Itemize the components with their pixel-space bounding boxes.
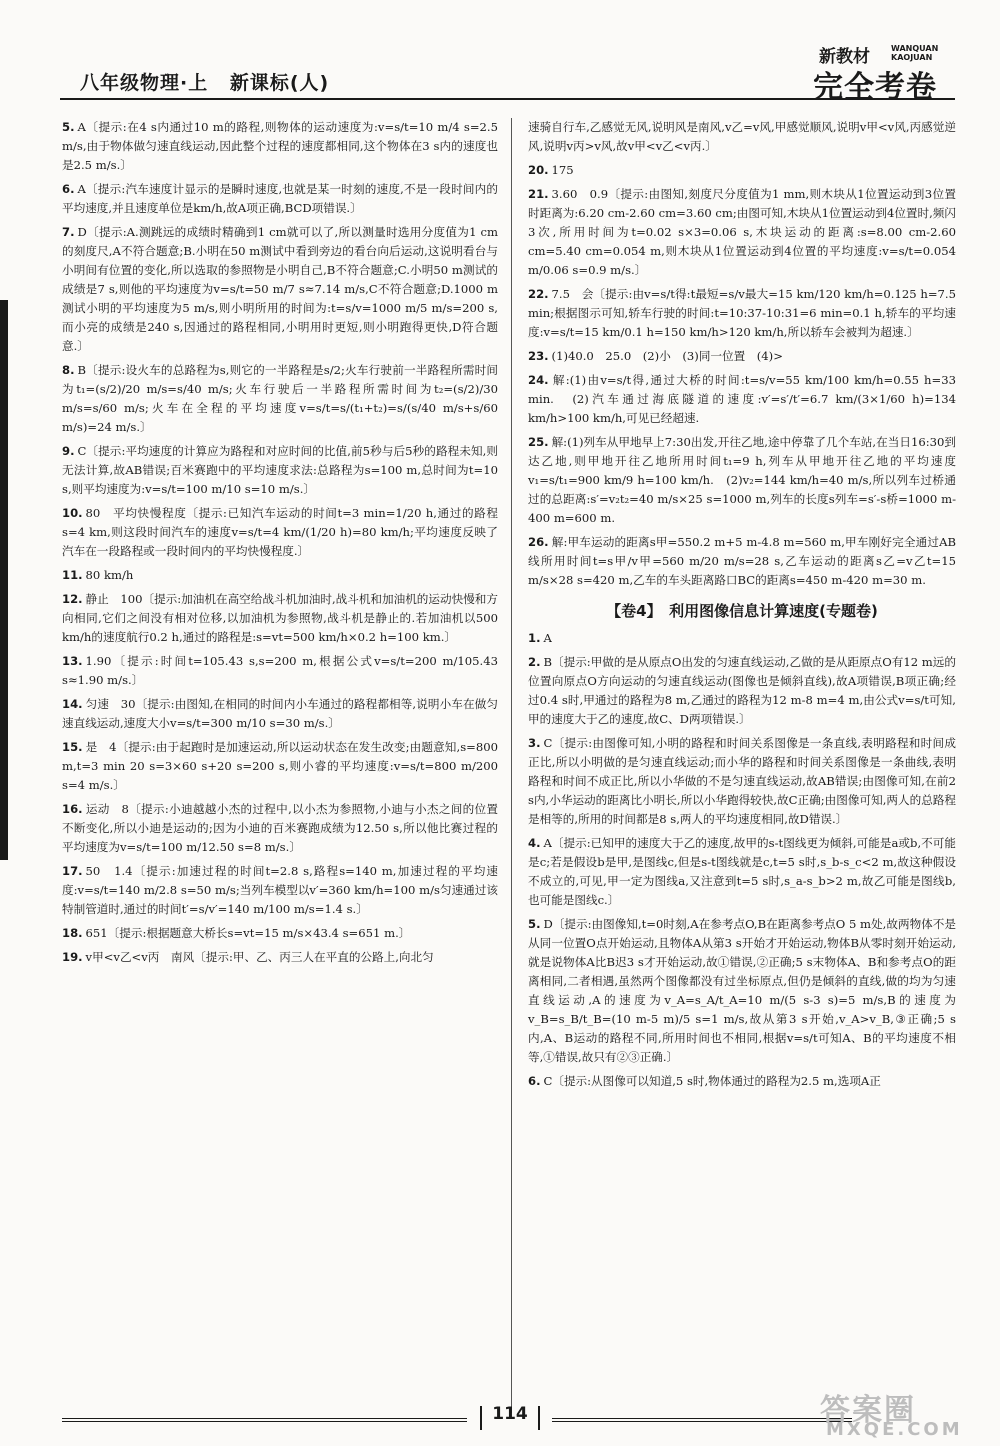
answer-text: A	[543, 631, 552, 645]
answer-text: 1.90〔提示:时间t=105.43 s,s=200 m,根据公式v=s/t=200 m/105.43 s≈1.90 m/s.〕	[62, 654, 498, 687]
answer-number: 5.	[528, 917, 541, 931]
answer-text: 651〔提示:根据题意大桥长s=vt=15 m/s×43.4 s=651 m.〕	[85, 926, 411, 940]
answer-item	[528, 834, 956, 910]
answer-text: A〔提示:在4 s内通过10 m的路程,则物体的运动速度为:v=s/t=10 m/4 s=2.5 m/s,由于物体做匀速直线运动,因此整个过程的速度都相同,这个物体在3 s内的速度也是2.5 m/s.〕	[62, 120, 498, 172]
answer-number: 3.	[528, 736, 541, 750]
answer-item	[528, 1072, 956, 1091]
answer-number: 23.	[528, 349, 549, 363]
answer-item	[528, 433, 956, 528]
answer-number: 4.	[528, 836, 541, 850]
answer-text: 80 平均快慢程度〔提示:已知汽车运动的时间t=3 min=1/20 h,通过的路程s=4 km,则这段时间汽车的速度v=s/t=4 km/(1/20 h)=80 km/h;平均速度反映了汽车在一段路程或一段时间内的平均快慢程度.〕	[62, 506, 498, 558]
answer-number: 6.	[528, 1074, 541, 1088]
answer-text: 解:(1)由v=s/t得,通过大桥的时间:t=s/v=55 km/100 km/h=0.55 h=33 min. (2)汽车通过海底隧道的速度:v′=s′/t′=6.7 km/(3×1/60 h)=134 km/h>100 km/h,可见已经超速.	[528, 373, 956, 425]
answer-text: C〔提示:从图像可以知道,5 s时,物体通过的路程为2.5 m,选项A正	[543, 1074, 881, 1088]
answer-number: 13.	[62, 654, 83, 668]
watermark	[800, 1385, 990, 1443]
footer-bar-right	[538, 1406, 540, 1430]
answer-item	[528, 371, 956, 428]
answer-text: A〔提示:汽车速度计显示的是瞬时速度,也就是某一时刻的速度,不是一段时间内的平均速度,并且速度单位是km/h,故A项正确,BCD项错误.〕	[62, 182, 498, 215]
watermark-text: 答案圈	[820, 1393, 916, 1428]
answer-number: 12.	[62, 592, 83, 606]
section-title: 【卷4】 利用图像信息计算速度(专题卷)	[606, 602, 878, 620]
answer-text: 175	[551, 163, 574, 177]
answer-item	[62, 118, 498, 175]
answer-item	[62, 590, 498, 647]
answer-item	[62, 695, 498, 733]
answer-number: 21.	[528, 187, 549, 201]
page-header	[60, 40, 955, 105]
answer-number: 20.	[528, 163, 549, 177]
answer-text: D〔提示:A.测跳远的成绩时精确到1 cm就可以了,所以测量时选用分度值为1 cm的刻度尺,A不符合题意;B.小明在50 m测试中看到旁边的看台向后运动,这说明看台与小明间有位置的变化,所以选取的参照物是小明自己,B不符合题意;C.小明50 m测试的成绩是7 s,则他的平均速度为v=s/t=50 m/7 s≈7.14 m/s,C不符合题意;D.1000 m测试小明的平均速度为5 m/s,则小明所用的时间为:t=s/v=1000 m/5 m/s=200 s,而小亮的成绩是240 s,因通过的路程相同,小明用时更短,则小明跑得更快,D符合题意.〕	[62, 225, 498, 353]
answer-number: 22.	[528, 287, 549, 301]
brand-top: 新教材	[819, 47, 870, 67]
answer-item	[528, 185, 956, 280]
page-edge-bar	[0, 300, 8, 860]
header-title	[80, 68, 343, 95]
right-column	[528, 118, 956, 1096]
answer-item	[528, 629, 956, 648]
answer-number: 1.	[528, 631, 541, 645]
answer-item	[62, 566, 498, 585]
right-answers-part1	[528, 118, 956, 590]
answer-text: 速骑自行车,乙感觉无风,说明风是南风,v乙=v风,甲感觉顺风,说明v甲<v风,丙感觉逆风,说明v丙>v风,故v甲<v乙<v丙.〕	[528, 120, 956, 153]
answer-number: 9.	[62, 444, 75, 458]
answer-text: 运动 8〔提示:小迪越越小杰的过程中,以小杰为参照物,小迪与小杰之间的位置不断变化,所以小迪是运动的;因为小迪的百米赛跑成绩为12.50 s,所以他比赛过程的平均速度为v=s/t=100 m/12.50 s=8 m/s.〕	[62, 802, 498, 854]
footer-rule-left	[62, 1418, 467, 1422]
right-answers-part2	[528, 629, 956, 1091]
answer-text: B〔提示:设火车的总路程为s,则它的一半路程是s/2;火车行驶前一半路程所需时间为t₁=(s/2)/20 m/s=s/40 m/s;火车行驶后一半路程所需时间为t₂=(s/2)/30 m/s=s/60 m/s;火车在全程的平均速度v=s/t=s/(t₁+t₂)=s/(s/40 m/s+s/60 m/s)=24 m/s.〕	[62, 363, 498, 434]
answer-number: 17.	[62, 864, 83, 878]
answer-text: 7.5 会〔提示:由v=s/t得:t最短=s/v最大=15 km/120 km/h=0.125 h=7.5 min;根据图示可知,轿车行驶的时间:t=10:37-10:31=6 min=0.1 h,轿车的平均速度:v=s/t=15 km/0.1 h=150 km/h>120 km/h,所以轿车会被判为超速.〕	[528, 287, 956, 339]
answer-text: A〔提示:已知甲的速度大于乙的速度,故甲的s-t图线更为倾斜,可能是a或b,不可能是c;若是假设b是甲,是图线c,但是s-t图线就是c,t=5 s时,s_b-s_c<2 m,故这种假设不成立的,可见,甲一定为图线a,又注意到t=5 s时,s_a-s_b>2 m,故乙可能是图线b,也可能是图线c.〕	[528, 836, 956, 907]
answer-item	[528, 285, 956, 342]
answer-number: 8.	[62, 363, 75, 377]
answer-item	[528, 734, 956, 829]
answer-number: 11.	[62, 568, 83, 582]
answer-number: 18.	[62, 926, 83, 940]
edition-label: 新课标(人)	[229, 72, 330, 94]
watermark-url: MXQE.COM	[826, 1419, 963, 1440]
brand-en: WANQUAN KAOJUAN	[891, 44, 939, 62]
answer-number: 26.	[528, 535, 549, 549]
header-rule	[60, 98, 955, 100]
answer-number: 7.	[62, 225, 75, 239]
answer-item	[62, 442, 498, 499]
answer-text: D〔提示:由图像知,t=0时刻,A在参考点O,B在距离参考点O 5 m处,故两物体不是从同一位置O点开始运动,且物体A从第3 s开始才开始运动,物体B从零时刻开始运动,就是说物体A比B迟3 s才开始运动,故①错误,②正确;5 s末物体A、B和参考点O的距离相同,二者相遇,虽然两个图像都没有过坐标原点,但仍是倾斜的直线,做的均为匀速直线运动,A的速度为v_A=s_A/t_A=10 m/(5 s-3 s)=5 m/s,B的速度为v_B=s_B/t_B=(10 m-5 m)/5 s=1 m/s,故从第3 s开始,v_A>v_B,③正确;5 s内,A、B运动的路程不同,所用时间也不相同,根据v=s/t可知A、B的平均速度不相等,①错误,故只有②③正确.〕	[528, 917, 956, 1064]
answer-item	[62, 862, 498, 919]
answer-text: 80 km/h	[85, 568, 134, 582]
answer-text: 匀速 30〔提示:由图知,在相同的时间内小车通过的路程都相等,说明小车在做匀速直线运动,速度大小v=s/t=300 m/10 s=30 m/s.〕	[62, 697, 498, 730]
answer-text: 解:(1)列车从甲地早上7:30出发,开往乙地,途中停靠了几个车站,在当日16:30到达乙地,则甲地开往乙地所用时间t₁=9 h,列车从甲地开往乙地的平均速度v₁=s/t₁=900 km/9 h=100 km/h. (2)v₂=144 km/h=40 m/s,所以列车过桥通过的总距离:s′=v₂t₂=40 m/s×25 s=1000 m,列车的长度s列车=s′-s桥=1000 m-400 m=600 m.	[528, 435, 956, 525]
answer-number: 24.	[528, 373, 549, 387]
answer-item	[62, 652, 498, 690]
subject-label: 八年级物理·上	[80, 72, 209, 94]
answer-item	[528, 347, 956, 366]
answer-text: B〔提示:甲做的是从原点O出发的匀速直线运动,乙做的是从距原点O有12 m远的位置向原点O方向运动的匀速直线运动(图像也是倾斜直线),故A项错误,B项正确;经过0.4 s时,甲通过的路程为8 m,乙通过的路程为12 m-8 m=4 m,由公式v=s/t可知,甲的速度大于乙的速度,故C、D两项错误.〕	[528, 655, 956, 726]
answer-item	[62, 223, 498, 356]
answer-item	[62, 948, 498, 967]
answer-text: 3.60 0.9〔提示:由图知,刻度尺分度值为1 mm,则木块从1位置运动到3位置时距离为:6.20 cm-2.60 cm=3.60 cm;由图可知,木块从1位置运动到4位置时,频闪3次,所用时间为t=0.02 s×3=0.06 s,木块运动的距离:s=8.00 cm-2.60 cm=5.40 cm=0.054 m,则木块从1位置运动到4位置的平均速度:v=s/t=0.054 m/0.06 s=0.9 m/s.〕	[528, 187, 956, 277]
answer-number: 2.	[528, 655, 541, 669]
answer-text: 静止 100〔提示:加油机在高空给战斗机加油时,战斗机和加油机的运动快慢和方向相同,它们之间没有相对位移,以加油机为参照物,战斗机是静止的.若加油机以500 km/h的速度航行0.2 h,通过的路程是:s=vt=500 km/h×0.2 h=100 km.〕	[62, 592, 498, 644]
answer-item	[528, 653, 956, 729]
answer-number: 15.	[62, 740, 83, 754]
brand-logo	[805, 40, 955, 105]
answer-number: 25.	[528, 435, 549, 449]
column-divider	[511, 118, 512, 1413]
answer-text: 是 4〔提示:由于起跑时是加速运动,所以运动状态在发生改变;由题意知,s=800 m,t=3 min 20 s=3×60 s+20 s=200 s,则小睿的平均速度:v=s/t=800 m/200 s=4 m/s.〕	[62, 740, 498, 792]
answer-number: 6.	[62, 182, 75, 196]
answer-number: 16.	[62, 802, 83, 816]
answer-item	[62, 738, 498, 795]
left-column	[62, 118, 498, 972]
answer-number: 5.	[62, 120, 75, 134]
answer-number: 19.	[62, 950, 83, 964]
answer-item	[528, 161, 956, 180]
answer-item	[62, 924, 498, 943]
answer-text: (1)40.0 25.0 (2)小 (3)同一位置 (4)>	[551, 349, 783, 363]
answer-text: v甲<v乙<v丙 南风〔提示:甲、乙、丙三人在平直的公路上,向北匀	[85, 950, 434, 964]
answer-text: 解:甲车运动的距离s甲=550.2 m+5 m-4.8 m=560 m,甲车刚好完全通过AB线所用时间t=s甲/v甲=560 m/20 m/s=28 s,乙车运动的距离s乙=v乙t=15 m/s×28 s=420 m,乙车的车头距离路口BC的距离s=450 m-420 m=30 m.	[528, 535, 956, 587]
answer-number: 10.	[62, 506, 83, 520]
answer-item	[62, 504, 498, 561]
brand-main: 完全考卷	[813, 70, 937, 105]
answer-item	[528, 118, 956, 156]
answer-text: C〔提示:平均速度的计算应为路程和对应时间的比值,前5秒与后5秒的路程未知,则无法计算,故AB错误;百米赛跑中的平均速度求法:总路程为s=100 m,总时间为t=10 s,则平均速度为:v=s/t=100 m/10 s=10 m/s.〕	[62, 444, 498, 496]
page-number: 114	[492, 1404, 528, 1424]
answer-text: 50 1.4〔提示:加速过程的时间t=2.8 s,路程s=140 m,加速过程的平均速度:v=s/t=140 m/2.8 s=50 m/s;当列车模型以v′=360 km/h=100 m/s匀速通过该特制管道时,通过的时间t′=s/v′=140 m/100 m/s=1.4 s.〕	[62, 864, 498, 916]
answer-item	[62, 361, 498, 437]
answer-number: 14.	[62, 697, 83, 711]
answer-text: C〔提示:由图像可知,小明的路程和时间关系图像是一条直线,表明路程和时间成正比,所以小明做的是匀速直线运动;而小华的路程和时间关系图像是一条曲线,表明路程和时间不成正比,所以小华做的不是匀速直线运动,故AB错误;由图像可知,在前2 s内,小华运动的距离比小明长,所以小华跑得较快,故C正确;由图像可知,两人的总路程是相等的,所用的时间都是8 s,两人的平均速度相同,故D错误.〕	[528, 736, 956, 826]
answer-item	[528, 533, 956, 590]
answer-item	[62, 180, 498, 218]
answer-item	[528, 915, 956, 1067]
answer-item	[62, 800, 498, 857]
